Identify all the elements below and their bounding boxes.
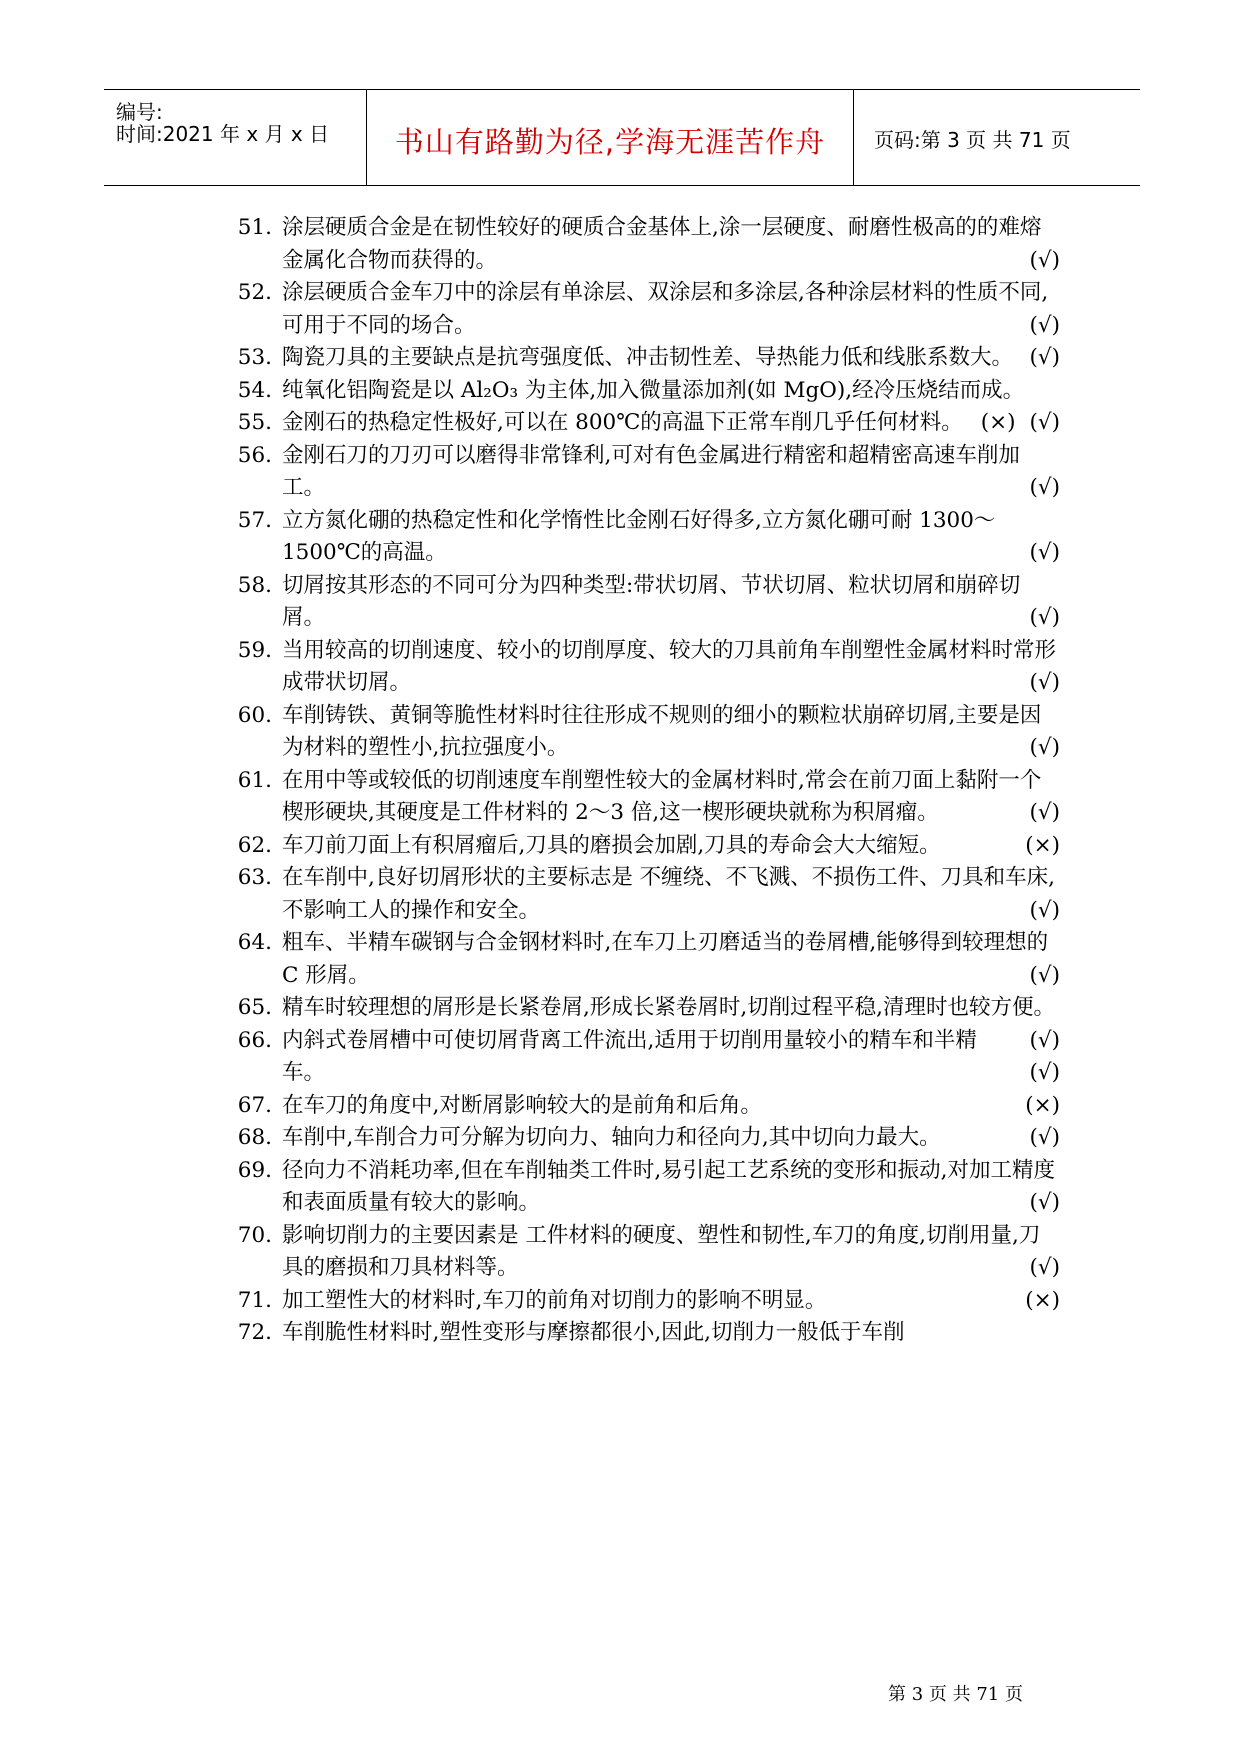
question-text: 金刚石的热稳定性极好,可以在 800℃的高温下正常车削几乎任何材料。	[282, 410, 963, 435]
question-item	[228, 1090, 1060, 1123]
answer-mark: (√)	[1029, 1027, 1060, 1053]
question-number: 67.	[237, 1092, 272, 1118]
question-number: 61.	[237, 767, 272, 793]
question-text: 金刚石刀的刀刃可以磨得非常锋利,可对有色金属进行精密和超精密高速车削加工。	[282, 442, 1020, 500]
time-label: 时间:2021 年 x 月 x 日	[116, 122, 330, 146]
question-text: 精车时较理想的屑形是长紧卷屑,形成长紧卷屑时,切削过程平稳,清理时也较方便。	[282, 995, 1056, 1020]
question-text: 车削铸铁、黄铜等脆性材料时往往形成不规则的细小的颗粒状崩碎切屑,主要是因为材料的塑性小,抗拉强度小。	[282, 702, 1042, 760]
answer-mark: (√)	[1029, 735, 1060, 760]
question-number: 68.	[237, 1125, 272, 1150]
question-text: 车刀前刀面上有积屑瘤后,刀具的磨损会加剧,刀具的寿命会大大缩短。	[282, 832, 941, 858]
page-footer: 第 3 页 共 71 页	[888, 1684, 1023, 1705]
question-item	[228, 830, 1060, 863]
question-number: 53.	[237, 345, 272, 370]
answer-mark: (√)	[1029, 897, 1060, 923]
question-item	[228, 440, 1060, 505]
answer-mark: (×)	[1025, 1092, 1060, 1118]
question-number: 64.	[237, 930, 272, 955]
answer-mark: (√)	[1029, 540, 1060, 565]
answer-mark: (×)	[1025, 1287, 1060, 1313]
question-number: 52.	[237, 280, 272, 305]
answer-mark: (√)	[1029, 670, 1060, 695]
question-number: 71.	[237, 1287, 272, 1313]
question-text: 在用中等或较低的切削速度车削塑性较大的金属材料时,常会在前刀面上黏附一个楔形硬块,其硬度是工件材料的 2～3 倍,这一楔形硬块就称为积屑瘤。	[282, 767, 1042, 825]
header-motto-cell	[367, 90, 854, 185]
question-number: 65.	[237, 995, 272, 1020]
question-number: 63.	[237, 865, 272, 890]
question-text: 切屑按其形态的不同可分为四种类型:带状切屑、节状切屑、粒状切屑和崩碎切屑。	[282, 572, 1021, 630]
question-number: 57.	[237, 507, 272, 533]
question-text: 涂层硬质合金是在韧性较好的硬质合金基体上,涂一层硬度、耐磨性极高的的难熔金属化合物而获得的。	[282, 215, 1042, 273]
motto-text: 书山有路勤为径,学海无涯苦作舟	[394, 125, 826, 159]
question-number: 70.	[237, 1222, 272, 1248]
answer-mark: (√)	[1029, 1125, 1060, 1150]
question-text: 粗车、半精车碳钢与合金钢材料时,在车刀上刃磨适当的卷屑槽,能够得到较理想的 C 形屑。	[282, 930, 1049, 988]
question-item	[228, 1285, 1060, 1318]
answer-mark: (√)	[1029, 1255, 1060, 1280]
question-number: 62.	[237, 832, 272, 858]
question-number: 54.	[237, 377, 272, 403]
question-number: 66.	[237, 1027, 272, 1053]
question-text: 加工塑性大的材料时,车刀的前角对切削力的影响不明显。	[282, 1287, 827, 1313]
answer-mark: (√)	[1029, 247, 1060, 273]
question-number: 59.	[237, 637, 272, 663]
answer-mark: (√)	[1029, 410, 1060, 435]
question-text: 在车削中,良好切屑形状的主要标志是 不缠绕、不飞溅、不损伤工件、刀具和车床,不影响工人的操作和安全。	[282, 865, 1056, 923]
question-text: 车削中,车削合力可分解为切向力、轴向力和径向力,其中切向力最大。	[282, 1125, 941, 1150]
question-item	[228, 700, 1060, 765]
question-number: 69.	[237, 1157, 272, 1183]
question-text: 影响切削力的主要因素是 工件材料的硬度、塑性和韧性,车刀的角度,切削用量,刀具的磨损和刀具材料等。	[282, 1222, 1041, 1280]
question-text: 车削脆性材料时,塑性变形与摩擦都很小,因此,切削力一般低于车削	[282, 1320, 905, 1345]
question-item	[228, 1220, 1060, 1285]
question-item	[228, 570, 1060, 635]
answer-mark: (×)	[980, 410, 1016, 435]
question-number: 60.	[237, 702, 272, 728]
question-item	[228, 212, 1060, 277]
question-number: 58.	[237, 572, 272, 598]
question-text: 内斜式卷屑槽中可使切屑背离工件流出,适用于切削用量较小的精车和半精车。	[282, 1027, 977, 1085]
question-item	[228, 505, 1060, 570]
question-number: 72.	[237, 1320, 272, 1345]
header-page-cell	[854, 90, 1140, 185]
question-text: 径向力不消耗功率,但在车削轴类工件时,易引起工艺系统的变形和振动,对加工精度和表面质量有较大的影响。	[282, 1157, 1056, 1215]
answer-mark: (√)	[1029, 312, 1060, 338]
question-text: 立方氮化硼的热稳定性和化学惰性比金刚石好得多,立方氮化硼可耐 1300～1500℃的高温。	[282, 507, 996, 565]
answer-mark: (√)	[1029, 962, 1060, 988]
question-item	[228, 927, 1060, 992]
header-page-info: 页码:第 3 页 共 71 页	[874, 128, 1071, 152]
question-item	[228, 862, 1060, 927]
question-text: 当用较高的切削速度、较小的切削厚度、较大的刀具前角车削塑性金属材料时常形成带状切屑。	[282, 637, 1057, 695]
page-header	[104, 89, 1140, 186]
answer-mark: (√)	[1029, 475, 1060, 500]
question-item	[228, 277, 1060, 342]
question-text: 在车刀的角度中,对断屑影响较大的是前角和后角。	[282, 1092, 762, 1118]
question-item	[228, 635, 1060, 700]
question-item	[228, 765, 1060, 830]
answer-mark: (√)	[1029, 605, 1060, 630]
answer-mark: (×)	[1025, 832, 1060, 858]
header-info-cell	[104, 90, 367, 185]
question-item	[228, 1025, 1060, 1090]
question-number: 56.	[237, 442, 272, 468]
question-item	[228, 1122, 1060, 1155]
question-list	[228, 212, 1060, 1350]
answer-mark: (√)	[1029, 1190, 1060, 1215]
answer-mark: (√)	[1029, 1060, 1060, 1085]
question-text: 陶瓷刀具的主要缺点是抗弯强度低、冲击韧性差、导热能力低和线胀系数大。	[282, 345, 1014, 370]
question-item	[228, 342, 1060, 375]
question-text: 涂层硬质合金车刀中的涂层有单涂层、双涂层和多涂层,各种涂层材料的性质不同,可用于不同的场合。	[282, 280, 1049, 338]
answer-mark: (√)	[1029, 800, 1060, 825]
question-item	[228, 1317, 1060, 1350]
question-item	[228, 1155, 1060, 1220]
answer-mark: (√)	[1029, 345, 1060, 370]
serial-label: 编号:	[116, 100, 163, 124]
question-number: 51.	[237, 215, 272, 240]
question-number: 55.	[237, 410, 272, 435]
question-text: 纯氧化铝陶瓷是以 Al₂O₃ 为主体,加入微量添加剂(如 MgO),经冷压烧结而成。	[282, 377, 1025, 403]
question-item	[228, 407, 1060, 440]
